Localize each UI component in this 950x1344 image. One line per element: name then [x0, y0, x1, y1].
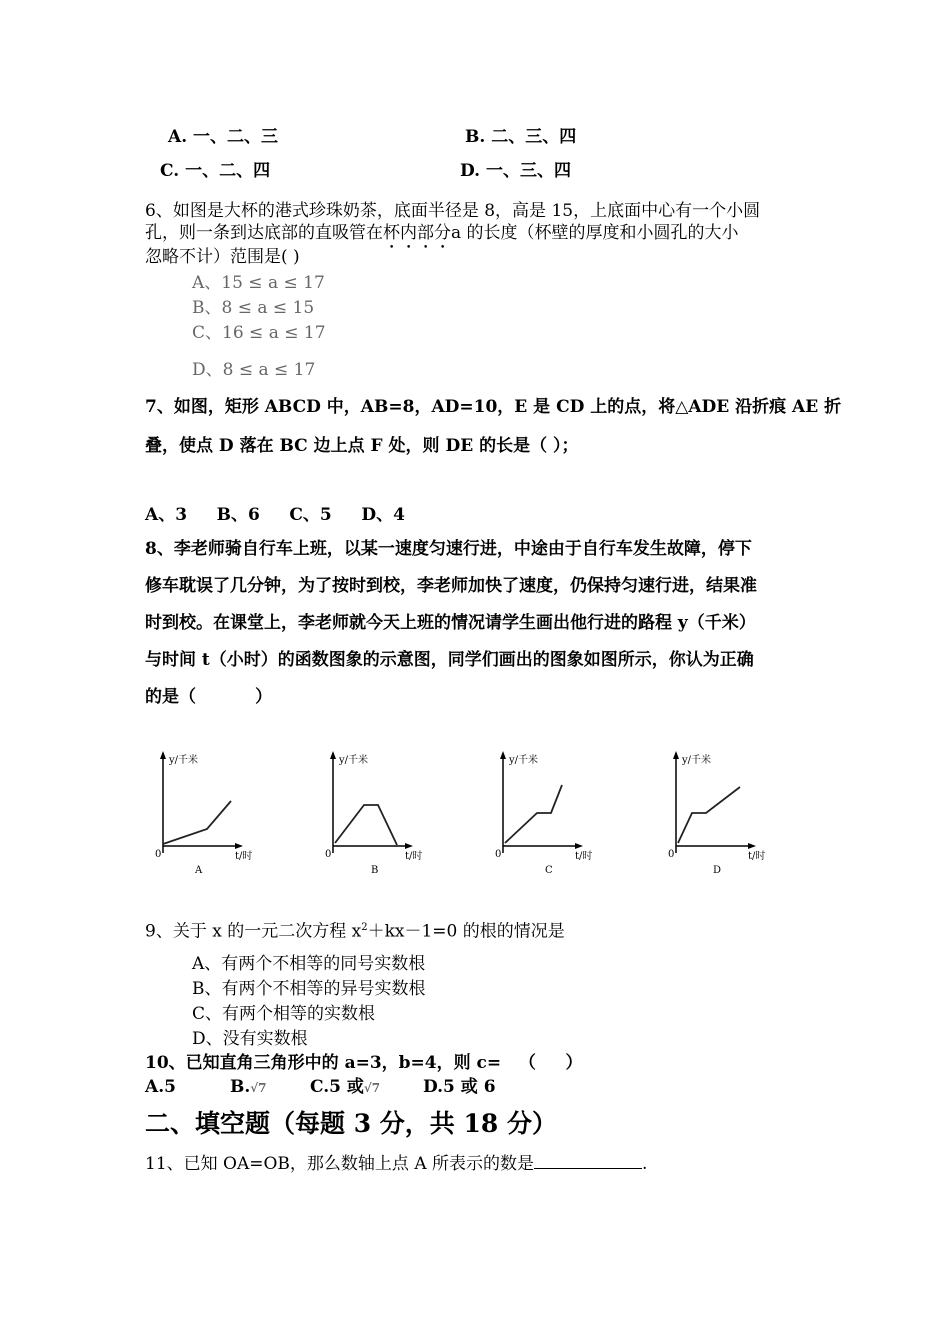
- q10-option-c-label: C.5 或: [310, 1077, 364, 1097]
- graph-a-xlabel: t/时: [235, 851, 253, 862]
- graph-a: [145, 745, 295, 875]
- graph-b-xlabel: t/时: [405, 851, 423, 862]
- q11-stem-period: .: [642, 1154, 648, 1174]
- q6-line2-emphasis: 杯内部分: [383, 223, 451, 243]
- q8-stem-line4: 与时间 t（小时）的函数图象的示意图，同学们画出的图象如图所示，你认为正确: [145, 650, 754, 670]
- q6-option-c: C、16 ≤ a ≤ 17: [192, 323, 326, 343]
- graph-b-x-arrow: [405, 843, 413, 849]
- graph-a-label: A: [195, 865, 203, 875]
- graph-d-xlabel: t/时: [748, 851, 766, 862]
- q9-option-b: B、有两个不相等的异号实数根: [192, 979, 426, 999]
- graph-b-label: B: [371, 865, 379, 875]
- graph-a-ylabel: y/千米: [169, 755, 199, 766]
- q8-stem-line3: 时到校。在课堂上，李老师就今天上班的情况请学生画出他行进的路程 y（千米）: [145, 613, 756, 633]
- q5-option-b: B. 二、三、四: [465, 127, 577, 147]
- graph-a-svg: [145, 745, 295, 875]
- q8-stem-line5: 的是（ ）: [145, 687, 273, 707]
- graph-a-curve: [163, 801, 231, 844]
- graph-c-x-arrow: [575, 843, 583, 849]
- q8-stem-line1: 8、李老师骑自行车上班，以某一速度匀速行进，中途由于自行车发生故障，停下: [145, 539, 752, 559]
- graph-c-origin: 0: [495, 849, 502, 860]
- graph-c-y-arrow: [500, 751, 506, 759]
- graph-d-curve: [678, 787, 740, 843]
- q6-stem-line3: 忽略不计）范围是( ): [145, 247, 300, 267]
- q6-option-d: D、8 ≤ a ≤ 17: [192, 360, 316, 380]
- q6-stem-line1: 6、如图是大杯的港式珍珠奶茶，底面半径是 8，高是 15，上底面中心有一个小圆: [145, 201, 761, 221]
- graph-a-origin: 0: [155, 849, 162, 860]
- q10-option-b: [230, 1076, 267, 1099]
- q8-stem-line2: 修车耽误了几分钟，为了按时到校，李老师加快了速度，仍保持匀速行进，结果准: [145, 576, 757, 596]
- q9-stem-pre: 9、关于 x 的一元二次方程 x: [145, 921, 362, 942]
- q9-stem-post: ＋kx－1=0 的根的情况是: [367, 921, 565, 942]
- q11-answer-blank[interactable]: [534, 1152, 642, 1169]
- graph-d-svg: [658, 745, 808, 875]
- q9-option-d: D、没有实数根: [192, 1029, 308, 1049]
- q11-stem: [145, 1152, 647, 1175]
- section2-title: 二、填空题（每题 3 分，共 18 分）: [145, 1109, 558, 1138]
- graph-d-origin: 0: [668, 849, 675, 860]
- q6-option-b: B、8 ≤ a ≤ 15: [192, 298, 315, 318]
- q10-option-d: D.5 或 6: [423, 1077, 496, 1097]
- q7-stem-line1: 7、如图，矩形 ABCD 中，AB=8，AD=10，E 是 CD 上的点，将△ADE 沿折痕 AE 折: [145, 397, 842, 417]
- graph-c-xlabel: t/时: [575, 851, 593, 862]
- q6-line2-post: a 的长度（杯壁的厚度和小圆孔的大小: [451, 223, 739, 243]
- graph-d-ylabel: y/千米: [682, 755, 712, 766]
- graph-d-y-arrow: [673, 751, 679, 759]
- graph-a-x-arrow: [235, 843, 243, 849]
- graph-c-svg: [485, 745, 635, 875]
- q10-option-b-label: B.: [230, 1077, 251, 1097]
- graph-b-origin: 0: [325, 849, 332, 860]
- q10-option-c: [310, 1076, 380, 1099]
- graph-b-y-arrow: [330, 751, 336, 759]
- graph-b: [315, 745, 465, 875]
- q9-exponent: 2: [361, 922, 368, 933]
- q6-line2-pre: 孔，则一条到达底部的直吸管在: [145, 223, 383, 243]
- graph-d-x-arrow: [748, 843, 756, 849]
- q10-stem: 10、已知直角三角形中的 a=3，b=4，则 c= （ ）: [145, 1053, 583, 1073]
- q9-option-c: C、有两个相等的实数根: [192, 1004, 376, 1024]
- q9-stem: [145, 917, 565, 943]
- graph-d: [658, 745, 808, 875]
- graph-c-label: C: [545, 865, 553, 875]
- q7-stem-line2: 叠，使点 D 落在 BC 边上点 F 处，则 DE 的长是（ ）；: [145, 436, 579, 456]
- graph-b-svg: [315, 745, 465, 875]
- graph-c-ylabel: y/千米: [509, 755, 539, 766]
- q5-option-c: C. 一、二、四: [160, 161, 271, 181]
- graph-d-label: D: [713, 865, 722, 875]
- sqrt7-glyph: √7: [363, 1081, 381, 1095]
- graph-c-curve: [505, 785, 562, 843]
- q5-option-a: A. 一、二、三: [168, 127, 279, 147]
- q10-option-a: A.5: [145, 1077, 176, 1097]
- graph-c: [485, 745, 635, 875]
- q6-option-a: A、15 ≤ a ≤ 17: [192, 273, 325, 293]
- graph-b-curve: [335, 805, 397, 845]
- sqrt7-glyph: √7: [250, 1081, 267, 1095]
- q11-stem-text: 11、已知 OA=OB，那么数轴上点 A 所表示的数是: [145, 1154, 535, 1174]
- q5-option-d: D. 一、三、四: [460, 161, 571, 181]
- q9-option-a: A、有两个不相等的同号实数根: [192, 954, 426, 974]
- graph-a-y-arrow: [160, 751, 166, 759]
- graph-b-ylabel: y/千米: [339, 755, 369, 766]
- q7-options: A、3 B、6 C、5 D、4: [145, 505, 405, 525]
